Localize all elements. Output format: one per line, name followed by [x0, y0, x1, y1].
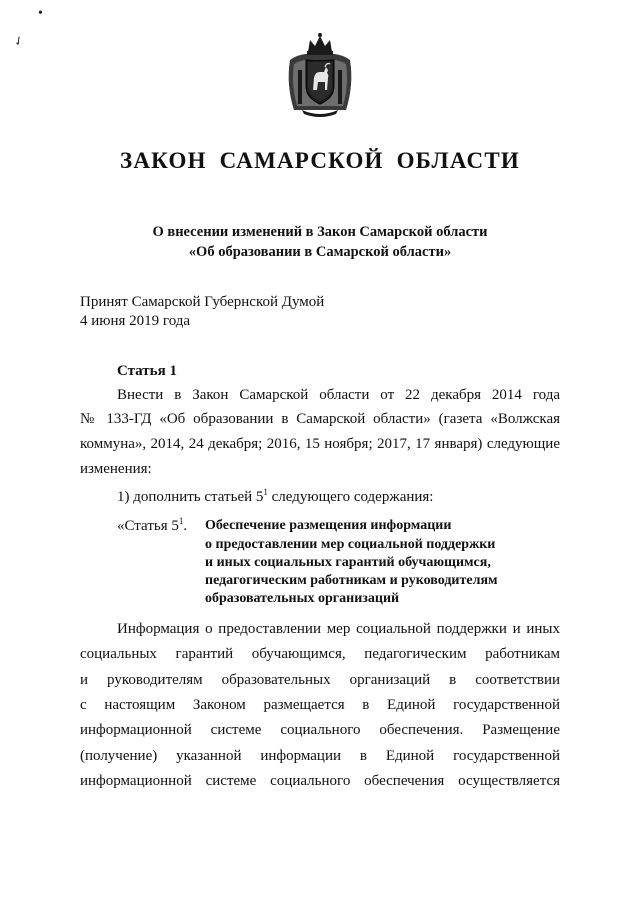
new-article-title-line: и иных социальных гарантий обучающимся,	[205, 555, 491, 570]
amendment-item-1	[117, 489, 433, 506]
new-article-title-line: образовательных организаций	[205, 591, 400, 606]
new-article-reference	[117, 518, 187, 535]
new-article-ref-suffix: .	[183, 518, 188, 534]
new-article-body-line: информационной системе социального обеспечения. Размещение	[80, 722, 560, 738]
law-title: ЗАКОН САМАРСКОЙ ОБЛАСТИ	[120, 148, 520, 173]
article-1-intro-line: Внести в Закон Самарской области от 22 декабря 2014 года	[117, 387, 560, 403]
new-article-ref-sup: 1	[178, 516, 184, 526]
new-article-title-line: педагогическим работникам и руководителям	[205, 573, 498, 588]
new-article-body-line: Информация о предоставлении мер социальной поддержки и иных	[117, 621, 560, 637]
article-1-intro-line: коммуна», 2014, 24 декабря; 2016, 15 ноября; 2017, 17 января) следующие	[80, 436, 560, 452]
article-1-heading: Статья 1	[117, 363, 177, 379]
new-article-body-line: (получение) указанной информации в Единой государственной	[80, 748, 560, 764]
new-article-title-line: Обеспечение размещения информации	[205, 518, 452, 533]
new-article-ref-prefix: «Статья 5	[117, 518, 179, 534]
article-1-intro-line: изменения:	[80, 461, 152, 477]
amendment-item-1-prefix: 1) дополнить статьей 5	[117, 489, 264, 505]
new-article-body-line: информационной системе социального обеспечения осуществляется	[80, 773, 560, 789]
law-subtitle-line-2: «Об образовании в Самарской области»	[188, 244, 452, 260]
amendment-item-1-suffix: следующего содержания:	[267, 489, 434, 505]
samara-coat-of-arms-icon	[284, 30, 356, 120]
new-article-body-line: социальных гарантий обучающимся, педагогическим работникам	[80, 646, 560, 662]
scan-dot-mark: •	[38, 6, 43, 21]
scan-tick-mark: ✓	[10, 32, 27, 50]
adoption-statement: Принят Самарской Губернской Думой	[80, 294, 325, 310]
amendment-item-1-sup: 1	[263, 487, 268, 497]
article-1-intro-line: № 133-ГД «Об образовании в Самарской области» (газета «Волжская	[80, 411, 560, 427]
new-article-body-line: и руководителям образовательных организаций в соответствии	[80, 672, 560, 688]
adoption-date: 4 июня 2019 года	[80, 313, 191, 329]
new-article-title-line: о предоставлении мер социальной поддержки	[205, 537, 496, 552]
law-subtitle-line-1: О внесении изменений в Закон Самарской области	[152, 224, 488, 240]
new-article-body-line: с настоящим Законом размещается в Единой государственной	[80, 697, 560, 713]
